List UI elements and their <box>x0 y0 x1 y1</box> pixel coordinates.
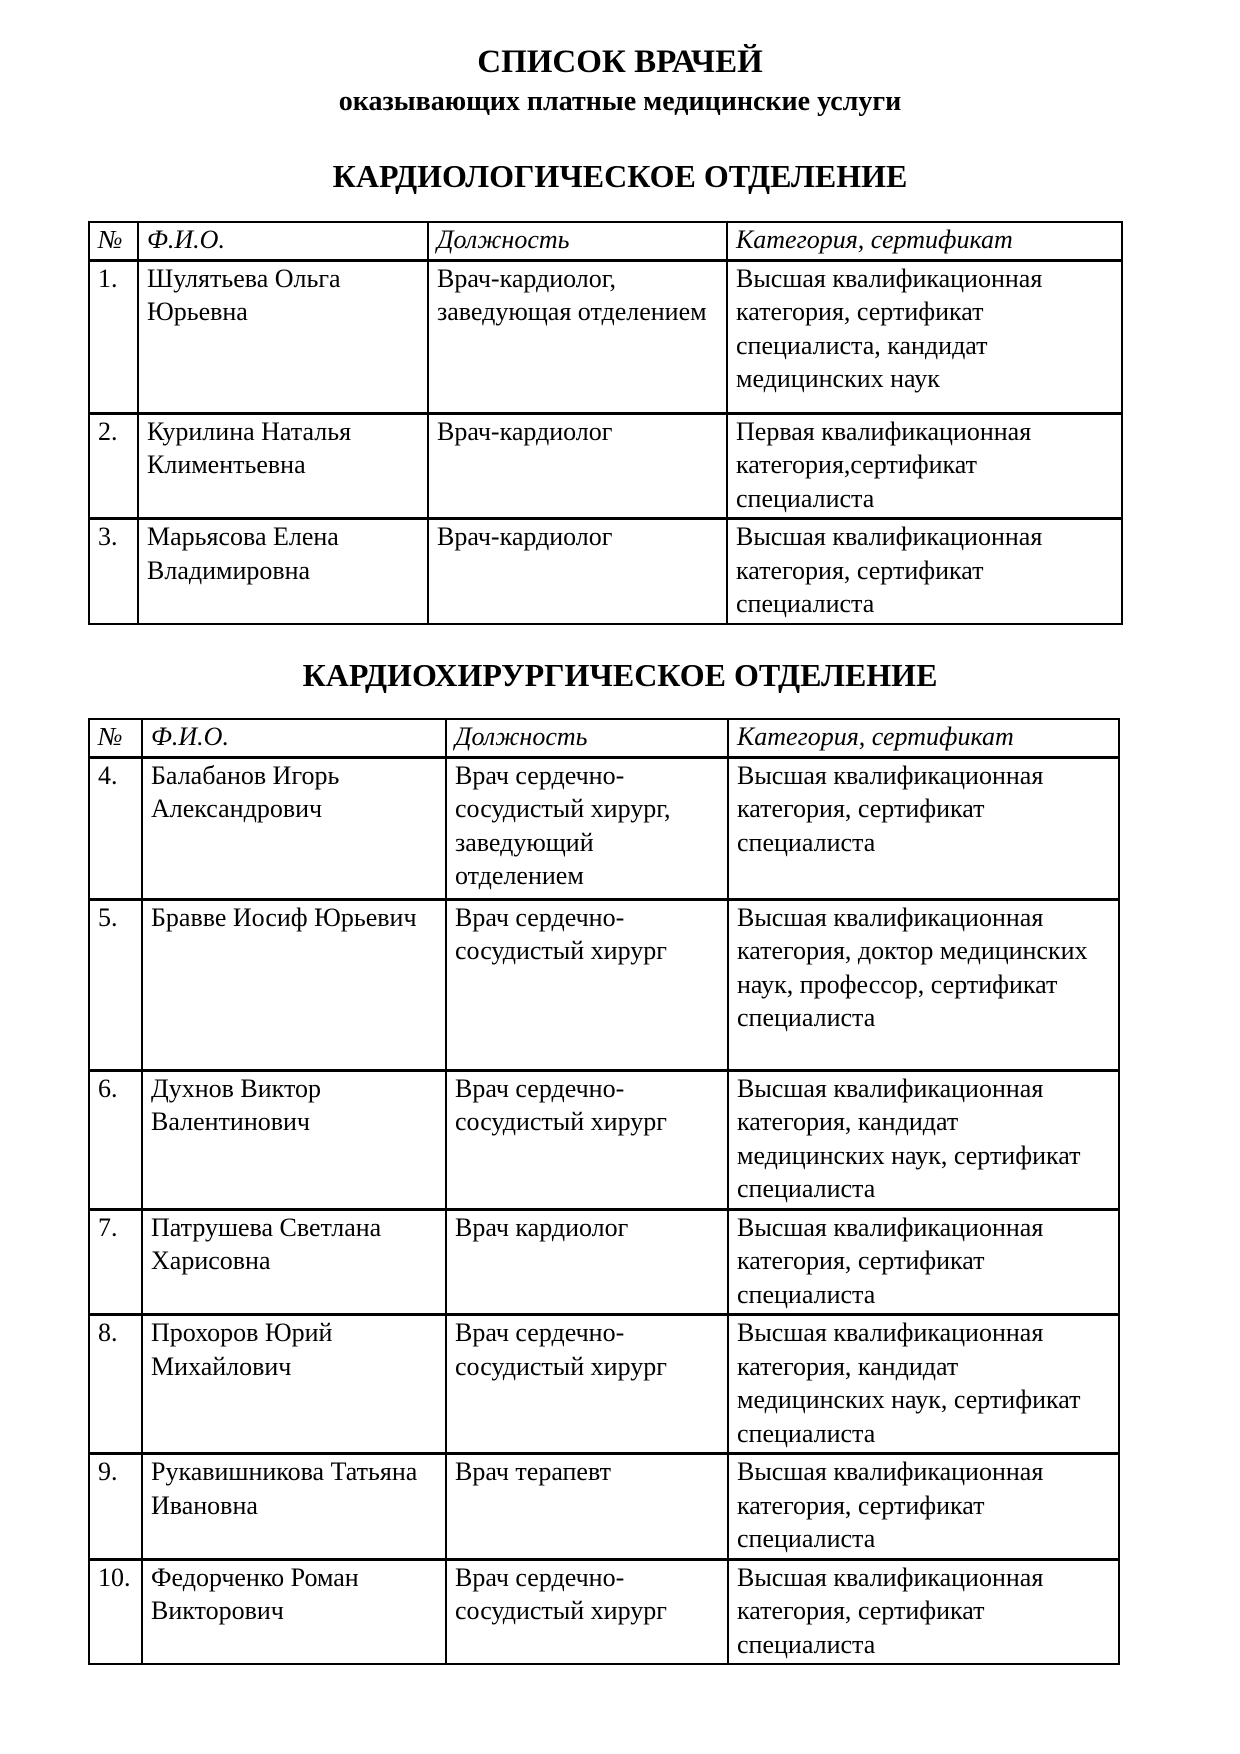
doctor-name: Патрушева Светлана Харисовна <box>142 1209 446 1315</box>
table-row <box>89 413 1122 519</box>
doctor-name: Балабанов Игорь Александрович <box>142 757 446 899</box>
doctor-name: Бравве Иосиф Юрьевич <box>142 899 446 1070</box>
row-number: 9. <box>89 1454 142 1560</box>
column-header-name: Ф.И.О. <box>138 222 428 260</box>
doctor-category: Первая квалификационная категория,сертификат специалиста <box>727 413 1122 519</box>
row-number: 10. <box>89 1559 142 1664</box>
table-row <box>89 1559 1119 1664</box>
doctor-category: Высшая квалификационная категория, доктор медицинских наук, профессор, сертификат специалиста <box>728 899 1119 1070</box>
column-header-category: Категория, сертификат <box>728 719 1119 757</box>
table-row <box>89 1209 1119 1315</box>
row-number: 1. <box>89 260 138 413</box>
doctor-position: Врач-кардиолог <box>428 413 727 519</box>
table-row <box>89 1315 1119 1454</box>
doctor-position: Врач сердечно-сосудистый хирург <box>446 1070 728 1209</box>
row-number: 7. <box>89 1209 142 1315</box>
row-number: 8. <box>89 1315 142 1454</box>
section-heading-cardiology: КАРДИОЛОГИЧЕСКОЕ ОТДЕЛЕНИЕ <box>332 158 908 194</box>
doctor-category: Высшая квалификационная категория, сертификат специалиста <box>728 1454 1119 1560</box>
doctor-name: Духнов Виктор Валентинович <box>142 1070 446 1209</box>
row-number: 2. <box>89 413 138 519</box>
table-row <box>89 1454 1119 1560</box>
column-header-position: Должность <box>428 222 727 260</box>
doctor-position: Врач сердечно-сосудистый хирург, заведующий отделением <box>446 757 728 899</box>
column-header-name: Ф.И.О. <box>142 719 446 757</box>
doctor-name: Шулятьева Ольга Юрьевна <box>138 260 428 413</box>
table-header-row <box>89 719 1119 757</box>
doctor-category: Высшая квалификационная категория, сертификат специалиста, кандидат медицинских наук <box>727 260 1122 413</box>
column-header-number: № <box>89 222 138 260</box>
doctor-position: Врач кардиолог <box>446 1209 728 1315</box>
table-row <box>89 757 1119 899</box>
doctor-position: Врач-кардиолог <box>428 519 727 624</box>
doctor-position: Врач терапевт <box>446 1454 728 1560</box>
row-number: 4. <box>89 757 142 899</box>
doctor-name: Рукавишникова Татьяна Ивановна <box>142 1454 446 1560</box>
row-number: 3. <box>89 519 138 624</box>
column-header-position: Должность <box>446 719 728 757</box>
doctor-category: Высшая квалификационная категория, сертификат специалиста <box>728 757 1119 899</box>
column-header-number: № <box>89 719 142 757</box>
table-row <box>89 899 1119 1070</box>
doctor-category: Высшая квалификационная категория, сертификат специалиста <box>727 519 1122 624</box>
doctors-table-cardiac-surgery <box>88 718 1120 1665</box>
doctor-position: Врач сердечно-сосудистый хирург <box>446 899 728 1070</box>
doctor-name: Федорченко Роман Викторович <box>142 1559 446 1664</box>
doctor-name: Курилина Наталья Климентьевна <box>138 413 428 519</box>
column-header-category: Категория, сертификат <box>727 222 1122 260</box>
table-row <box>89 1070 1119 1209</box>
doctor-position: Врач сердечно-сосудистый хирург <box>446 1315 728 1454</box>
document-subtitle: оказывающих платные медицинские услуги <box>338 86 902 117</box>
table-row <box>89 519 1122 624</box>
table-header-row <box>89 222 1122 260</box>
section-heading-cardiac-surgery: КАРДИОХИРУРГИЧЕСКОЕ ОТДЕЛЕНИЕ <box>302 657 938 693</box>
doctor-category: Высшая квалификационная категория, кандидат медицинских наук, сертификат специалиста <box>728 1070 1119 1209</box>
row-number: 5. <box>89 899 142 1070</box>
doctor-name: Марьясова Елена Владимировна <box>138 519 428 624</box>
doctors-table-cardiology <box>88 221 1123 625</box>
row-number: 6. <box>89 1070 142 1209</box>
table-row <box>89 260 1122 413</box>
doctor-category: Высшая квалификационная категория, сертификат специалиста <box>728 1559 1119 1664</box>
document-title: СПИСОК ВРАЧЕЙ <box>477 44 763 80</box>
doctor-category: Высшая квалификационная категория, сертификат специалиста <box>728 1209 1119 1315</box>
doctor-position: Врач-кардиолог, заведующая отделением <box>428 260 727 413</box>
doctor-position: Врач сердечно-сосудистый хирург <box>446 1559 728 1664</box>
doctor-category: Высшая квалификационная категория, кандидат медицинских наук, сертификат специалиста <box>728 1315 1119 1454</box>
doctor-name: Прохоров Юрий Михайлович <box>142 1315 446 1454</box>
